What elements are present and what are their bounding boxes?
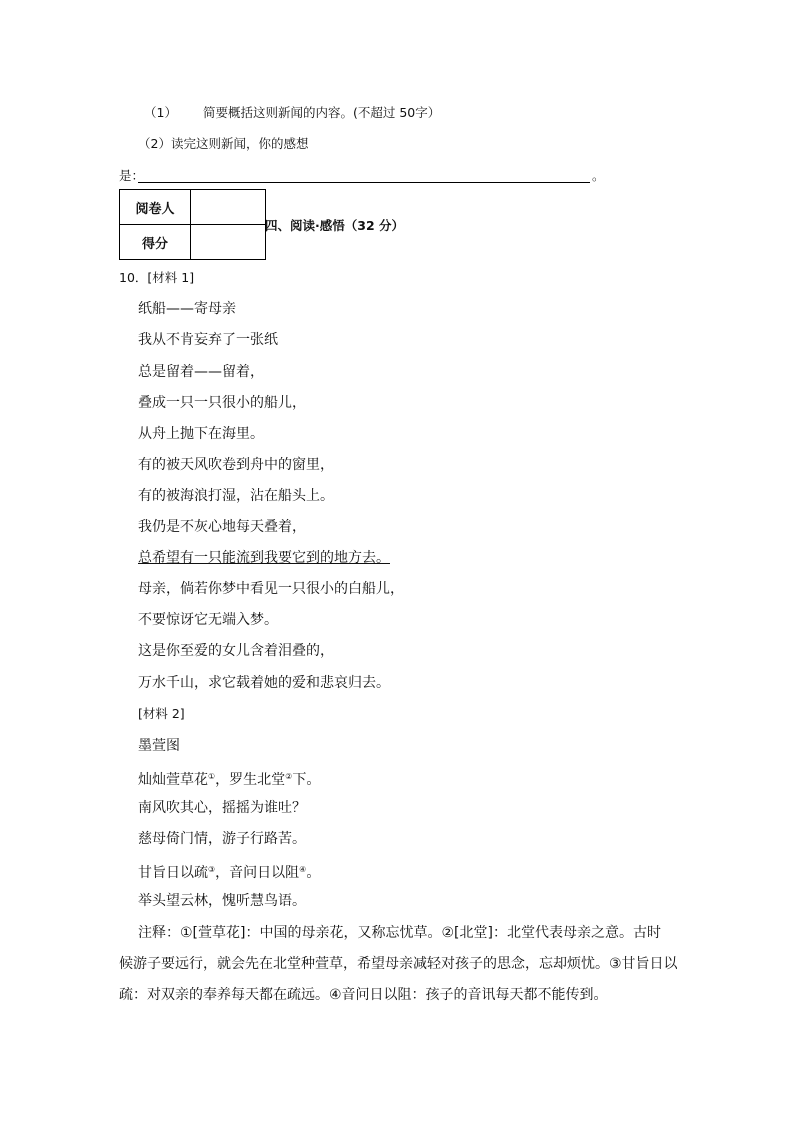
notes-line-1: 注释：①[萱草花]：中国的母亲花，又称忘忧草。②[北堂]：北堂代表母亲之意。古时 xyxy=(138,925,661,941)
poem2-text: 甘旨日以疏 xyxy=(138,865,208,881)
material-2-label: [材料 2] xyxy=(138,706,185,721)
reader-cell xyxy=(191,190,266,225)
poem2-text: ，罗生北堂 xyxy=(215,772,286,788)
poem-line: 有的被天风吹卷到舟中的窗里， xyxy=(138,457,334,473)
poem-line: 我从不肯妄弃了一张纸 xyxy=(138,332,278,348)
poem2-line-3: 慈母倚门情，游子行路苦。 xyxy=(138,831,306,847)
poem2-line-2: 南风吹其心，摇摇为谁吐？ xyxy=(138,800,306,816)
material-2-title: 墨萱图 xyxy=(138,738,180,754)
poem2-text: 灿灿萱草花 xyxy=(138,772,208,788)
poem-line: 从舟上抛下在海里。 xyxy=(138,426,264,442)
poem2-line-4 xyxy=(138,860,320,883)
question-2-text: （2）读完这则新闻，你的感想 xyxy=(138,136,309,151)
question-1-text: 简要概括这则新闻的内容。(不超过 50字） xyxy=(203,105,441,120)
question-2-end: 。 xyxy=(592,168,605,183)
score-cell xyxy=(191,225,266,260)
poem-line: 母亲，倘若你梦中看见一只很小的白船儿， xyxy=(138,581,404,597)
question-2-prefix: 是： xyxy=(119,168,145,183)
footnote-marker: ① xyxy=(208,772,216,781)
section-title: 四、阅读·感悟（32 分） xyxy=(265,218,404,233)
poem-line-underlined: 总希望有一只能流到我要它到的地方去。 xyxy=(138,550,390,566)
poem2-text: ，音问日以阻 xyxy=(215,865,300,881)
poem-line: 有的被海浪打湿，沾在船头上。 xyxy=(138,488,334,504)
poem-line: 总是留着——留着， xyxy=(138,364,264,380)
footnote-marker: ③ xyxy=(208,865,216,874)
poem2-text: 下。 xyxy=(292,772,321,788)
footnote-marker: ④ xyxy=(299,865,307,874)
poem-line: 叠成一只一只很小的船儿， xyxy=(138,395,306,411)
poem-line: 我仍是不灰心地每天叠着， xyxy=(138,519,306,535)
poem2-text: 。 xyxy=(306,865,321,881)
score-table xyxy=(119,189,266,260)
poem-line: 不要惊讶它无端入梦。 xyxy=(138,612,278,628)
poem-line: 这是你至爱的女儿含着泪叠的， xyxy=(138,643,334,659)
notes-line-3: 疏：对双亲的奉养每天都在疏远。④音问日以阻：孩子的音讯每天都不能传到。 xyxy=(119,987,608,1003)
score-label: 得分 xyxy=(120,225,191,260)
poem-line: 万水千山，求它载着她的爱和悲哀归去。 xyxy=(138,675,390,691)
reader-label: 阅卷人 xyxy=(120,190,191,225)
footnote-marker: ② xyxy=(285,772,293,781)
answer-line xyxy=(138,182,590,183)
poem2-line-5: 举头望云林，愧听慧鸟语。 xyxy=(138,893,306,909)
notes-line-2: 候游子要远行，就会先在北堂种萱草，希望母亲减轻对孩子的思念，忘却烦忧。③甘旨日以 xyxy=(119,956,678,972)
poem2-line-1 xyxy=(138,767,320,790)
question-1-number: （1） xyxy=(144,105,177,120)
material-1-title: 纸船——寄母亲 xyxy=(138,301,236,317)
question-10-label: 10．[材料 1] xyxy=(119,270,195,285)
